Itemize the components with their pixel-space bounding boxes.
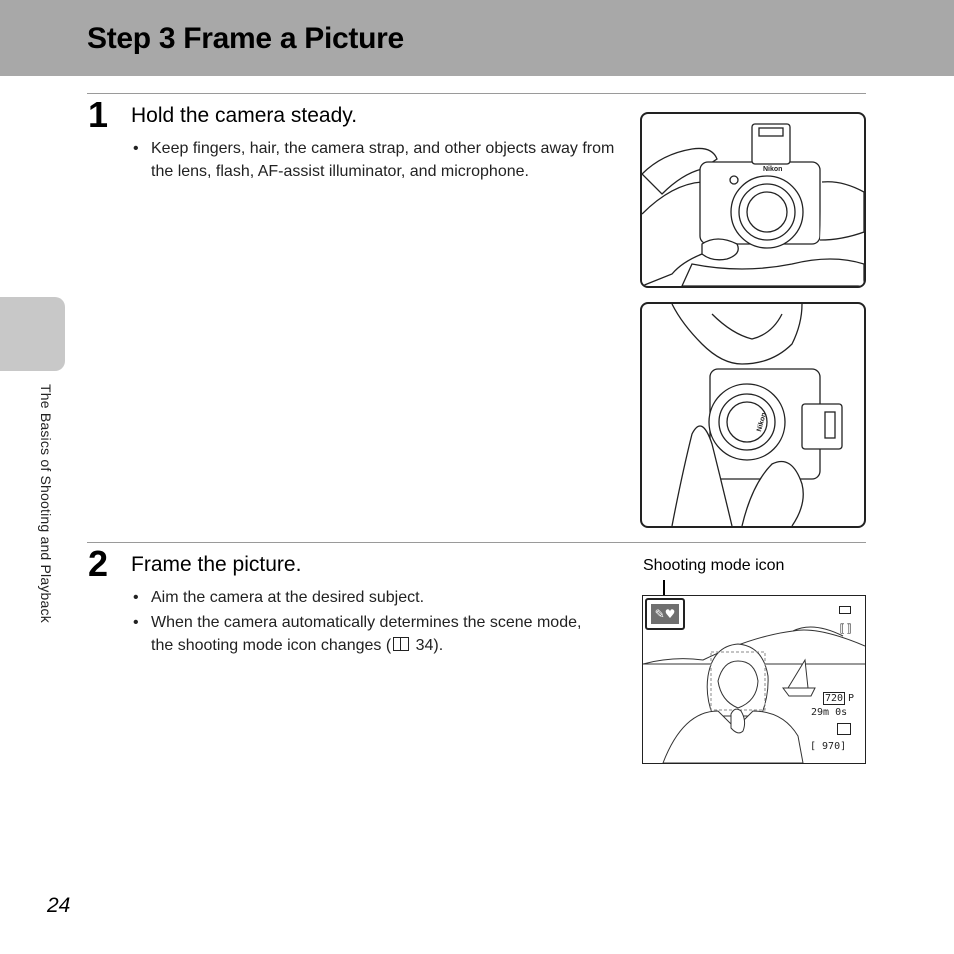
step-heading: Hold the camera steady. <box>131 104 358 127</box>
step-number: 1 <box>88 94 109 135</box>
remaining-time: 29m 0s <box>811 707 848 718</box>
bullet-text: Aim the camera at the desired subject. <box>151 589 425 606</box>
callout-label: Shooting mode icon <box>643 557 785 574</box>
movie-size: 720 <box>825 693 844 704</box>
page-reference: 34). <box>415 637 444 654</box>
section-label: The Basics of Shooting and Playback <box>38 384 54 623</box>
bullet-text: When the camera automatically determines the scene mode, the shooting mode icon changes ( <box>151 614 582 654</box>
list-item: • When the camera automatically determines the scene mode, the shooting mode icon changes ( 34). <box>133 614 582 654</box>
brand-label: Nikon <box>763 166 783 173</box>
page-title: Step 3 Frame a Picture <box>87 22 404 55</box>
book-reference-icon <box>393 637 409 651</box>
brand-label-vertical: Nikon <box>756 411 768 433</box>
scene-auto-selector-icon: ✎♥ <box>651 604 679 624</box>
section-divider <box>87 93 866 94</box>
section-divider <box>87 542 866 543</box>
photo-holding-camera-front <box>640 112 866 288</box>
camera-illustration-vertical <box>642 304 864 526</box>
list-item: • Keep fingers, hair, the camera strap, and other objects away from the lens, flash, AF-assist illuminator, and microphone. <box>133 140 615 180</box>
image-size-icon <box>837 723 851 735</box>
step-number: 2 <box>88 543 109 584</box>
bullet-list <box>131 137 616 185</box>
exposures-remaining: [ 970] <box>810 741 847 752</box>
page-number: 24 <box>47 894 71 917</box>
camera-illustration <box>642 114 864 286</box>
step-heading: Frame the picture. <box>131 553 302 576</box>
movie-size-suffix: P <box>848 693 855 704</box>
bullet-text: Keep fingers, hair, the camera strap, and other objects away from the lens, flash, AF-assist illuminator, and microphone. <box>151 140 615 180</box>
bullet-list <box>131 586 601 659</box>
shooting-mode-icon-frame <box>645 598 685 630</box>
section-tab <box>0 297 65 371</box>
list-item: • Aim the camera at the desired subject. <box>133 589 425 606</box>
vr-icon: ⟦⟧ <box>839 622 853 635</box>
camera-screen <box>642 595 866 764</box>
battery-icon <box>839 606 851 614</box>
photo-holding-camera-vertical <box>640 302 866 528</box>
